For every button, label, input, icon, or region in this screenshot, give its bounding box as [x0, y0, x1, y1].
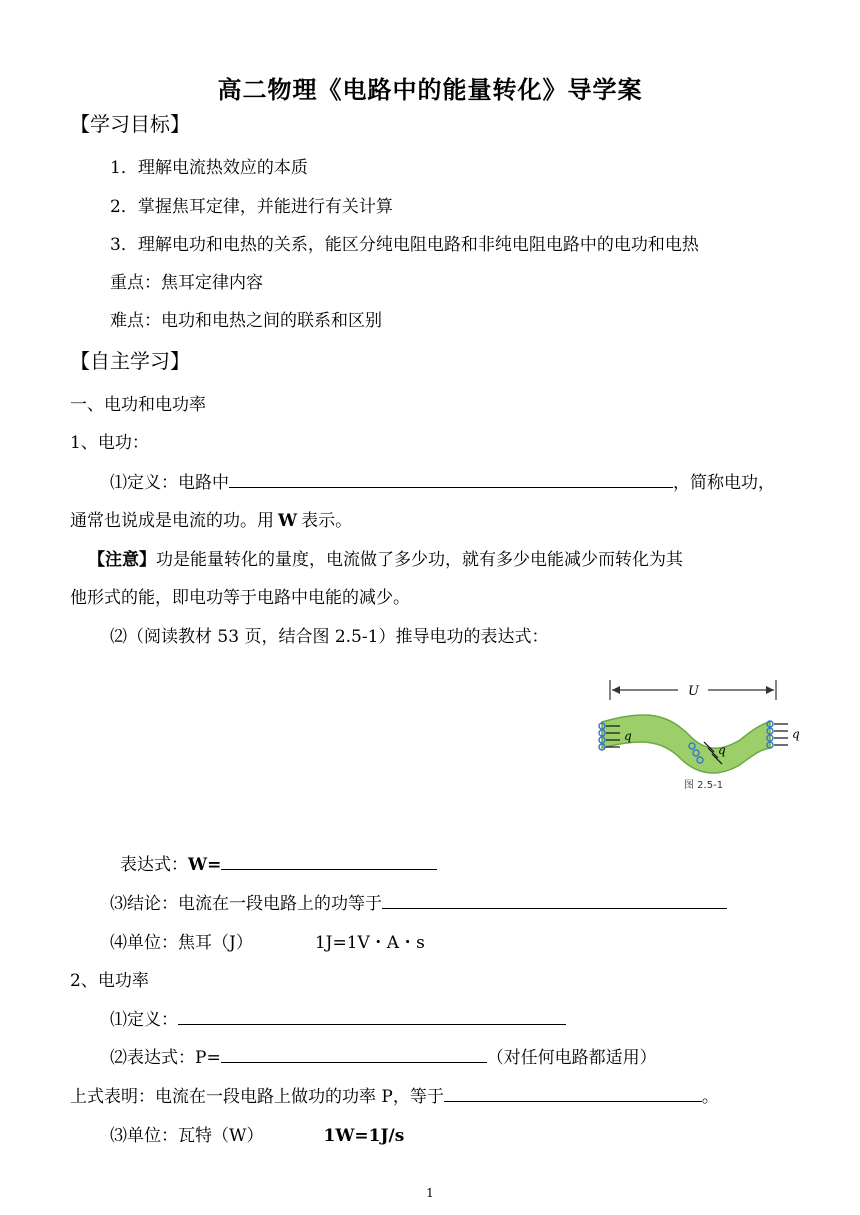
- goal-item-1: 1．理解电流热效应的本质: [110, 158, 308, 178]
- unit-equation: 1J=1V・A・s: [314, 933, 425, 953]
- expression-w: W=: [188, 855, 222, 875]
- unit-line: [110, 928, 425, 953]
- note-line-1: [88, 545, 683, 570]
- definition-cont-b: 表示。: [301, 511, 353, 531]
- part-1-heading: 一、电功和电功率: [70, 395, 206, 415]
- page-number: 1: [426, 1186, 434, 1200]
- note-line-2: 他形式的能，即电功等于电路中电能的减少。: [70, 588, 410, 608]
- power-meaning-line: [70, 1082, 719, 1107]
- conclusion-line: [110, 889, 727, 914]
- conductor-band: [602, 715, 770, 773]
- unit-text: ⑷单位：焦耳（J）: [110, 933, 253, 953]
- definition-prefix: ⑴定义：电路中: [110, 473, 229, 493]
- page-title: 高二物理《电路中的能量转化》导学案: [217, 75, 643, 104]
- note-tag: 【注意】: [88, 550, 156, 570]
- power-definition-label: ⑴定义：: [110, 1010, 178, 1030]
- power-expression-blank[interactable]: [221, 1045, 487, 1063]
- definition-line: [110, 468, 775, 493]
- arrows-right: [774, 724, 788, 745]
- charge-label-middle: q: [718, 743, 726, 757]
- voltage-label: U: [688, 684, 699, 699]
- subsection-2: 2、电功率: [70, 971, 149, 991]
- figure-caption: 图 2.5-1: [684, 780, 724, 791]
- goal-item-3: 3．理解电功和电热的关系，能区分纯电阻电路和非纯电阻电路中的电功和电热: [110, 235, 699, 255]
- power-unit-equation: 1W=1J/s: [323, 1126, 405, 1146]
- power-expression-note: （对任何电路都适用）: [486, 1048, 657, 1068]
- derive-prompt: ⑵（阅读教材 53 页，结合图 2.5-1）推导电功的表达式：: [110, 627, 549, 647]
- power-meaning-end: 。: [701, 1087, 719, 1107]
- symbol-w: W: [278, 511, 298, 531]
- goal-item-2: 2．掌握焦耳定律，并能进行有关计算: [110, 197, 393, 217]
- definition-suffix: ，简称电功，: [673, 473, 775, 493]
- definition-line-2: [70, 506, 352, 531]
- circuit-figure: [590, 676, 810, 796]
- power-unit-line: [110, 1121, 404, 1146]
- power-unit-text: ⑶单位：瓦特（W）: [110, 1126, 264, 1146]
- self-study-heading: 【自主学习】: [70, 349, 190, 373]
- difficulty: 难点：电功和电热之间的联系和区别: [110, 311, 382, 331]
- power-meaning-blank[interactable]: [444, 1084, 702, 1102]
- expression-line: [120, 850, 437, 875]
- power-expression-label: ⑵表达式：P=: [110, 1048, 221, 1068]
- charge-label-right: q: [792, 727, 800, 741]
- definition-cont-a: 通常也说成是电流的功。用: [70, 511, 274, 531]
- subsection-1: 1、电功：: [70, 433, 149, 453]
- power-expression-line: [110, 1043, 657, 1068]
- definition-blank[interactable]: [229, 470, 673, 488]
- goals-heading: 【学习目标】: [70, 112, 190, 136]
- note-text-1: 功是能量转化的量度，电流做了多少功，就有多少电能减少而转化为其: [156, 550, 683, 570]
- conclusion-blank[interactable]: [382, 891, 727, 909]
- key-point: 重点：焦耳定律内容: [110, 273, 263, 293]
- expression-label: 表达式：: [120, 855, 188, 875]
- charge-label-left: q: [624, 729, 632, 743]
- wire-segment-diagram: [590, 676, 810, 796]
- power-definition-blank[interactable]: [178, 1007, 566, 1025]
- expression-blank[interactable]: [221, 852, 437, 870]
- power-definition-line: [110, 1005, 566, 1030]
- power-meaning-text: 上式表明：电流在一段电路上做功的功率 P，等于: [70, 1087, 444, 1107]
- conclusion-text: ⑶结论：电流在一段电路上的功等于: [110, 894, 382, 914]
